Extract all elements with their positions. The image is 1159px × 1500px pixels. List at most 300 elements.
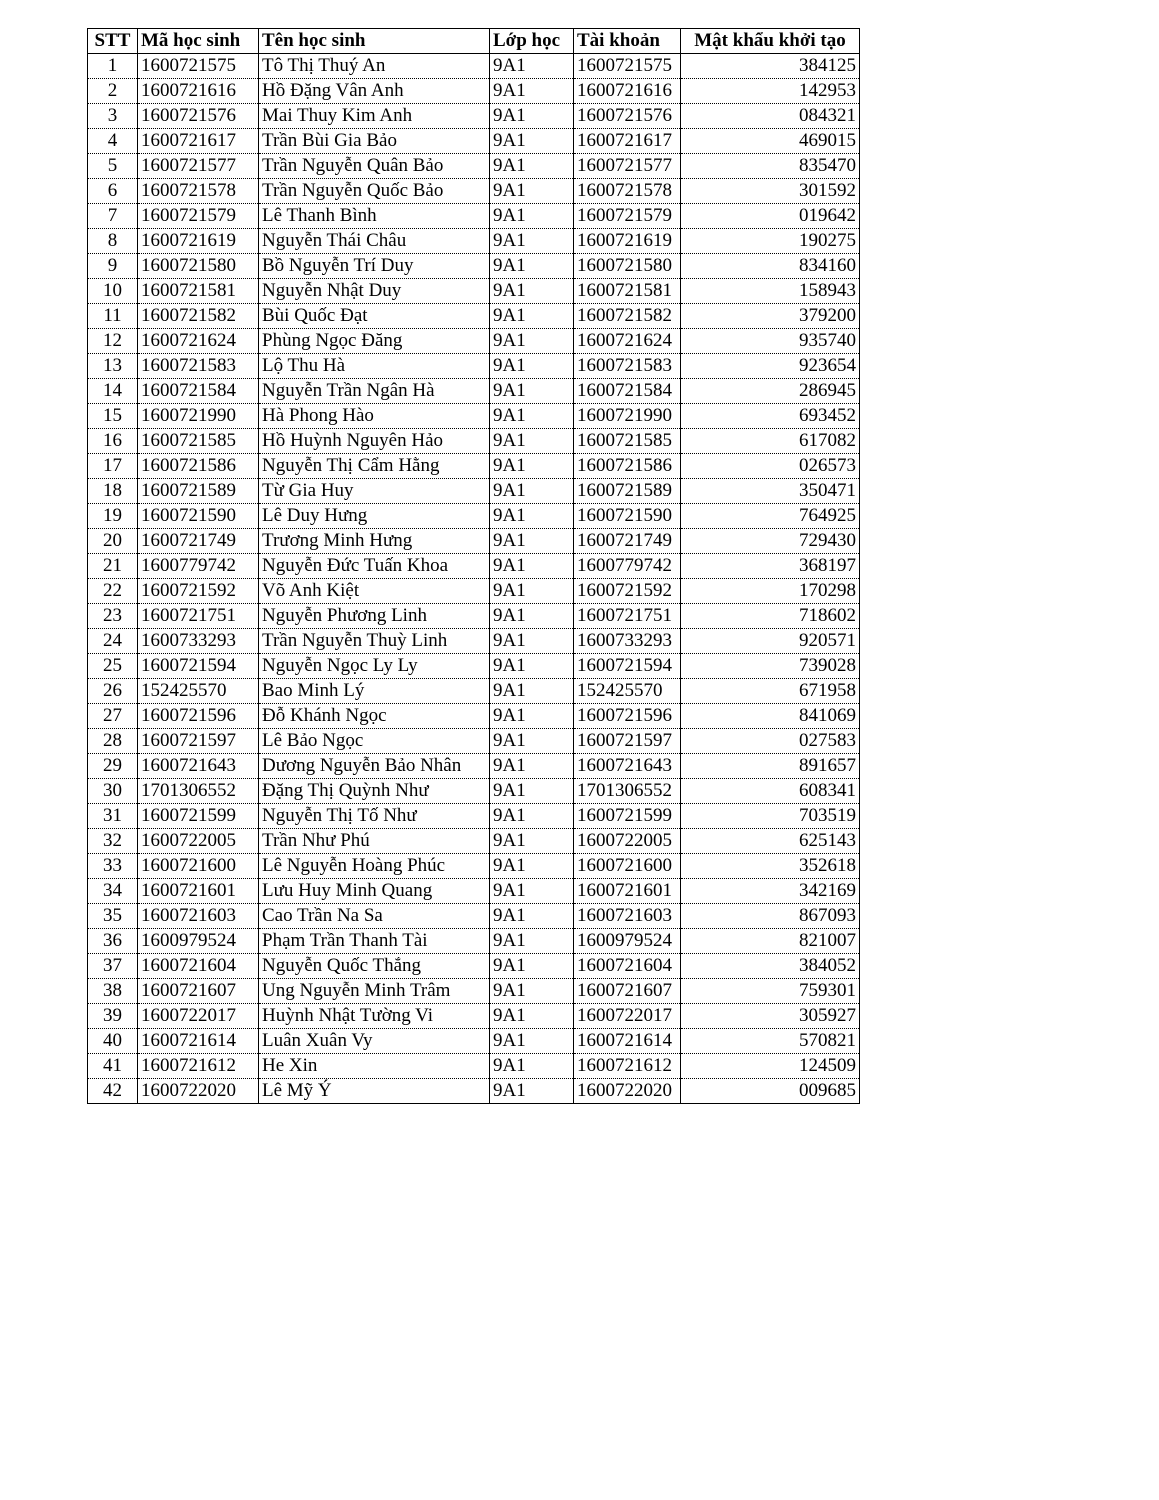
- cell-class: 9A1: [490, 804, 574, 829]
- cell-student-code: 1600721607: [138, 979, 259, 1004]
- cell-class: 9A1: [490, 204, 574, 229]
- cell-student-code: 1600721751: [138, 604, 259, 629]
- cell-student-name: Nguyễn Thị Cẩm Hằng: [259, 454, 490, 479]
- cell-stt: 1: [88, 54, 138, 79]
- cell-student-code: 1600721603: [138, 904, 259, 929]
- student-account-table: [87, 28, 860, 1104]
- cell-stt: 5: [88, 154, 138, 179]
- cell-stt: 2: [88, 79, 138, 104]
- cell-account: 1600721749: [574, 529, 681, 554]
- cell-account: 1600721624: [574, 329, 681, 354]
- table-row: [88, 479, 860, 504]
- cell-stt: 19: [88, 504, 138, 529]
- cell-student-code: 1600721990: [138, 404, 259, 429]
- cell-student-code: 1600721749: [138, 529, 259, 554]
- table-row: [88, 929, 860, 954]
- cell-student-name: Nguyễn Quốc Thắng: [259, 954, 490, 979]
- cell-account: 1600721580: [574, 254, 681, 279]
- table-row: [88, 354, 860, 379]
- table-row: [88, 429, 860, 454]
- cell-stt: 39: [88, 1004, 138, 1029]
- cell-initial-password: 729430: [681, 529, 860, 554]
- cell-student-name: Nguyễn Trần Ngân Hà: [259, 379, 490, 404]
- table-row: [88, 604, 860, 629]
- cell-student-code: 1600721643: [138, 754, 259, 779]
- cell-initial-password: 835470: [681, 154, 860, 179]
- cell-initial-password: 821007: [681, 929, 860, 954]
- cell-student-code: 1600733293: [138, 629, 259, 654]
- table-row: [88, 779, 860, 804]
- cell-account: 1600721596: [574, 704, 681, 729]
- cell-account: 1600721597: [574, 729, 681, 754]
- cell-class: 9A1: [490, 379, 574, 404]
- cell-student-code: 1600721586: [138, 454, 259, 479]
- cell-class: 9A1: [490, 954, 574, 979]
- cell-class: 9A1: [490, 254, 574, 279]
- table-row: [88, 54, 860, 79]
- cell-initial-password: 739028: [681, 654, 860, 679]
- cell-initial-password: 384052: [681, 954, 860, 979]
- cell-stt: 28: [88, 729, 138, 754]
- table-row: [88, 879, 860, 904]
- cell-student-name: Hà Phong Hào: [259, 404, 490, 429]
- cell-account: 1600721603: [574, 904, 681, 929]
- cell-student-code: 1600721583: [138, 354, 259, 379]
- table-row: [88, 754, 860, 779]
- cell-account: 1600721600: [574, 854, 681, 879]
- cell-initial-password: 158943: [681, 279, 860, 304]
- cell-account: 152425570: [574, 679, 681, 704]
- cell-student-code: 1600721590: [138, 504, 259, 529]
- cell-stt: 6: [88, 179, 138, 204]
- table-row: [88, 79, 860, 104]
- cell-initial-password: 368197: [681, 554, 860, 579]
- table-row: [88, 654, 860, 679]
- cell-stt: 32: [88, 829, 138, 854]
- cell-student-code: 1600721619: [138, 229, 259, 254]
- table-row: [88, 379, 860, 404]
- cell-student-code: 1600721604: [138, 954, 259, 979]
- cell-student-name: Trần Nguyễn Quân Bảo: [259, 154, 490, 179]
- cell-stt: 40: [88, 1029, 138, 1054]
- cell-student-name: Bao Minh Lý: [259, 679, 490, 704]
- cell-stt: 16: [88, 429, 138, 454]
- cell-account: 1600721579: [574, 204, 681, 229]
- cell-student-name: Trương Minh Hưng: [259, 529, 490, 554]
- cell-initial-password: 352618: [681, 854, 860, 879]
- cell-student-code: 1600722017: [138, 1004, 259, 1029]
- cell-initial-password: 170298: [681, 579, 860, 604]
- cell-initial-password: 703519: [681, 804, 860, 829]
- table-row: [88, 1079, 860, 1104]
- cell-initial-password: 891657: [681, 754, 860, 779]
- cell-student-name: Hồ Đặng Vân Anh: [259, 79, 490, 104]
- cell-student-name: Lê Mỹ Ý: [259, 1079, 490, 1104]
- cell-account: 1600721585: [574, 429, 681, 454]
- cell-class: 9A1: [490, 704, 574, 729]
- cell-class: 9A1: [490, 754, 574, 779]
- cell-student-name: Lộ Thu Hà: [259, 354, 490, 379]
- cell-class: 9A1: [490, 429, 574, 454]
- cell-student-name: He Xin: [259, 1054, 490, 1079]
- cell-student-code: 1600721599: [138, 804, 259, 829]
- cell-student-name: Tô Thị Thuý An: [259, 54, 490, 79]
- cell-stt: 37: [88, 954, 138, 979]
- table-row: [88, 1054, 860, 1079]
- cell-account: 1600721576: [574, 104, 681, 129]
- cell-student-code: 1600721614: [138, 1029, 259, 1054]
- cell-stt: 3: [88, 104, 138, 129]
- table-row: [88, 454, 860, 479]
- cell-account: 1600721592: [574, 579, 681, 604]
- cell-initial-password: 019642: [681, 204, 860, 229]
- cell-student-code: 1600721577: [138, 154, 259, 179]
- cell-student-code: 1600721597: [138, 729, 259, 754]
- cell-class: 9A1: [490, 54, 574, 79]
- cell-student-name: Huỳnh Nhật Tường Vi: [259, 1004, 490, 1029]
- cell-stt: 11: [88, 304, 138, 329]
- cell-initial-password: 625143: [681, 829, 860, 854]
- cell-student-name: Phùng Ngọc Đăng: [259, 329, 490, 354]
- cell-class: 9A1: [490, 929, 574, 954]
- cell-account: 1600721586: [574, 454, 681, 479]
- header-initial-password: Mật khẩu khởi tạo: [681, 29, 860, 54]
- cell-stt: 18: [88, 479, 138, 504]
- cell-account: 1600721617: [574, 129, 681, 154]
- cell-account: 1600721990: [574, 404, 681, 429]
- cell-initial-password: 342169: [681, 879, 860, 904]
- cell-account: 1600721604: [574, 954, 681, 979]
- cell-student-code: 1600721576: [138, 104, 259, 129]
- table-row: [88, 829, 860, 854]
- cell-class: 9A1: [490, 729, 574, 754]
- header-class: Lớp học: [490, 29, 574, 54]
- cell-class: 9A1: [490, 129, 574, 154]
- table-row: [88, 404, 860, 429]
- cell-initial-password: 027583: [681, 729, 860, 754]
- cell-initial-password: 608341: [681, 779, 860, 804]
- cell-student-name: Bồ Nguyễn Trí Duy: [259, 254, 490, 279]
- cell-class: 9A1: [490, 854, 574, 879]
- cell-account: 1600733293: [574, 629, 681, 654]
- cell-student-name: Trần Nguyễn Quốc Bảo: [259, 179, 490, 204]
- cell-student-code: 1600721580: [138, 254, 259, 279]
- cell-initial-password: 841069: [681, 704, 860, 729]
- cell-student-name: Nguyễn Nhật Duy: [259, 279, 490, 304]
- cell-class: 9A1: [490, 829, 574, 854]
- cell-class: 9A1: [490, 1004, 574, 1029]
- table-row: [88, 129, 860, 154]
- cell-account: 1701306552: [574, 779, 681, 804]
- cell-class: 9A1: [490, 354, 574, 379]
- table-row: [88, 179, 860, 204]
- cell-stt: 15: [88, 404, 138, 429]
- cell-student-name: Lê Thanh Bình: [259, 204, 490, 229]
- cell-class: 9A1: [490, 1029, 574, 1054]
- cell-initial-password: 764925: [681, 504, 860, 529]
- cell-class: 9A1: [490, 179, 574, 204]
- cell-stt: 33: [88, 854, 138, 879]
- cell-class: 9A1: [490, 404, 574, 429]
- cell-class: 9A1: [490, 979, 574, 1004]
- cell-account: 1600721614: [574, 1029, 681, 1054]
- cell-initial-password: 935740: [681, 329, 860, 354]
- header-student-code: Mã học sinh: [138, 29, 259, 54]
- cell-student-name: Trần Nguyễn Thuỳ Linh: [259, 629, 490, 654]
- cell-student-name: Trần Như Phú: [259, 829, 490, 854]
- cell-account: 1600721578: [574, 179, 681, 204]
- cell-student-name: Nguyễn Thái Châu: [259, 229, 490, 254]
- cell-class: 9A1: [490, 304, 574, 329]
- cell-student-name: Dương Nguyễn Bảo Nhân: [259, 754, 490, 779]
- cell-class: 9A1: [490, 779, 574, 804]
- cell-account: 1600721601: [574, 879, 681, 904]
- cell-student-code: 1600979524: [138, 929, 259, 954]
- table-row: [88, 279, 860, 304]
- header-account: Tài khoản: [574, 29, 681, 54]
- cell-class: 9A1: [490, 454, 574, 479]
- table-row: [88, 229, 860, 254]
- cell-initial-password: 286945: [681, 379, 860, 404]
- cell-student-code: 1600721589: [138, 479, 259, 504]
- cell-class: 9A1: [490, 229, 574, 254]
- cell-student-name: Phạm Trần Thanh Tài: [259, 929, 490, 954]
- cell-class: 9A1: [490, 579, 574, 604]
- cell-account: 1600721619: [574, 229, 681, 254]
- cell-stt: 27: [88, 704, 138, 729]
- cell-account: 1600979524: [574, 929, 681, 954]
- cell-student-code: 1600721575: [138, 54, 259, 79]
- cell-student-name: Ung Nguyễn Minh Trâm: [259, 979, 490, 1004]
- cell-student-name: Lê Duy Hưng: [259, 504, 490, 529]
- header-stt: STT: [88, 29, 138, 54]
- cell-student-name: Đỗ Khánh Ngọc: [259, 704, 490, 729]
- cell-initial-password: 379200: [681, 304, 860, 329]
- cell-student-code: 1600721616: [138, 79, 259, 104]
- cell-student-code: 1600722020: [138, 1079, 259, 1104]
- cell-class: 9A1: [490, 679, 574, 704]
- cell-student-name: Nguyễn Đức Tuấn Khoa: [259, 554, 490, 579]
- table-row: [88, 254, 860, 279]
- cell-stt: 23: [88, 604, 138, 629]
- cell-class: 9A1: [490, 554, 574, 579]
- cell-student-name: Lê Nguyễn Hoàng Phúc: [259, 854, 490, 879]
- cell-initial-password: 084321: [681, 104, 860, 129]
- cell-account: 1600722017: [574, 1004, 681, 1029]
- table-row: [88, 579, 860, 604]
- cell-class: 9A1: [490, 104, 574, 129]
- cell-account: 1600779742: [574, 554, 681, 579]
- cell-student-code: 1600721585: [138, 429, 259, 454]
- table-row: [88, 529, 860, 554]
- cell-stt: 21: [88, 554, 138, 579]
- cell-student-name: Cao Trần Na Sa: [259, 904, 490, 929]
- table-row: [88, 729, 860, 754]
- cell-account: 1600721594: [574, 654, 681, 679]
- table-row: [88, 304, 860, 329]
- cell-stt: 20: [88, 529, 138, 554]
- cell-class: 9A1: [490, 1054, 574, 1079]
- cell-stt: 4: [88, 129, 138, 154]
- table-row: [88, 904, 860, 929]
- cell-student-name: Luân Xuân Vy: [259, 1029, 490, 1054]
- cell-account: 1600721616: [574, 79, 681, 104]
- cell-student-name: Đặng Thị Quỳnh Như: [259, 779, 490, 804]
- cell-account: 1600721751: [574, 604, 681, 629]
- cell-initial-password: 718602: [681, 604, 860, 629]
- table-row: [88, 979, 860, 1004]
- cell-stt: 14: [88, 379, 138, 404]
- cell-account: 1600721575: [574, 54, 681, 79]
- cell-stt: 42: [88, 1079, 138, 1104]
- table-row: [88, 104, 860, 129]
- table-row: [88, 854, 860, 879]
- cell-account: 1600721577: [574, 154, 681, 179]
- cell-student-code: 152425570: [138, 679, 259, 704]
- cell-student-code: 1600721612: [138, 1054, 259, 1079]
- cell-stt: 31: [88, 804, 138, 829]
- cell-student-name: Lê Bảo Ngọc: [259, 729, 490, 754]
- cell-account: 1600721590: [574, 504, 681, 529]
- cell-student-code: 1600721578: [138, 179, 259, 204]
- cell-initial-password: 923654: [681, 354, 860, 379]
- cell-stt: 34: [88, 879, 138, 904]
- cell-class: 9A1: [490, 79, 574, 104]
- cell-stt: 30: [88, 779, 138, 804]
- cell-initial-password: 301592: [681, 179, 860, 204]
- cell-initial-password: 305927: [681, 1004, 860, 1029]
- cell-class: 9A1: [490, 654, 574, 679]
- cell-student-code: 1600721601: [138, 879, 259, 904]
- table-row: [88, 804, 860, 829]
- cell-stt: 10: [88, 279, 138, 304]
- cell-class: 9A1: [490, 479, 574, 504]
- cell-student-name: Bùi Quốc Đạt: [259, 304, 490, 329]
- cell-class: 9A1: [490, 879, 574, 904]
- cell-initial-password: 617082: [681, 429, 860, 454]
- cell-initial-password: 920571: [681, 629, 860, 654]
- table-header: [88, 29, 860, 54]
- cell-account: 1600722005: [574, 829, 681, 854]
- cell-stt: 9: [88, 254, 138, 279]
- cell-initial-password: 142953: [681, 79, 860, 104]
- cell-stt: 36: [88, 929, 138, 954]
- cell-account: 1600721612: [574, 1054, 681, 1079]
- cell-student-code: 1701306552: [138, 779, 259, 804]
- table-row: [88, 1029, 860, 1054]
- cell-stt: 35: [88, 904, 138, 929]
- table-row: [88, 154, 860, 179]
- cell-initial-password: 759301: [681, 979, 860, 1004]
- cell-stt: 25: [88, 654, 138, 679]
- cell-student-code: 1600721592: [138, 579, 259, 604]
- cell-stt: 41: [88, 1054, 138, 1079]
- cell-student-name: Từ Gia Huy: [259, 479, 490, 504]
- cell-stt: 29: [88, 754, 138, 779]
- cell-student-name: Nguyễn Phương Linh: [259, 604, 490, 629]
- cell-student-name: Võ Anh Kiệt: [259, 579, 490, 604]
- header-student-name: Tên học sinh: [259, 29, 490, 54]
- cell-initial-password: 124509: [681, 1054, 860, 1079]
- cell-student-code: 1600721579: [138, 204, 259, 229]
- cell-initial-password: 190275: [681, 229, 860, 254]
- cell-class: 9A1: [490, 904, 574, 929]
- cell-student-name: Hồ Huỳnh Nguyên Hảo: [259, 429, 490, 454]
- cell-initial-password: 384125: [681, 54, 860, 79]
- cell-student-name: Trần Bùi Gia Bảo: [259, 129, 490, 154]
- table-row: [88, 554, 860, 579]
- cell-class: 9A1: [490, 504, 574, 529]
- cell-account: 1600721582: [574, 304, 681, 329]
- cell-student-name: Nguyễn Thị Tố Như: [259, 804, 490, 829]
- cell-student-code: 1600721617: [138, 129, 259, 154]
- table-row: [88, 954, 860, 979]
- cell-account: 1600721643: [574, 754, 681, 779]
- cell-initial-password: 469015: [681, 129, 860, 154]
- cell-student-code: 1600721581: [138, 279, 259, 304]
- table-row: [88, 629, 860, 654]
- header-row: [88, 29, 860, 54]
- table-row: [88, 1004, 860, 1029]
- cell-student-name: Lưu Huy Minh Quang: [259, 879, 490, 904]
- cell-initial-password: 867093: [681, 904, 860, 929]
- cell-student-code: 1600721596: [138, 704, 259, 729]
- cell-account: 1600721584: [574, 379, 681, 404]
- cell-account: 1600721599: [574, 804, 681, 829]
- cell-initial-password: 834160: [681, 254, 860, 279]
- cell-stt: 7: [88, 204, 138, 229]
- cell-stt: 8: [88, 229, 138, 254]
- cell-stt: 24: [88, 629, 138, 654]
- cell-account: 1600721583: [574, 354, 681, 379]
- table-row: [88, 504, 860, 529]
- cell-student-name: Nguyễn Ngọc Ly Ly: [259, 654, 490, 679]
- cell-student-code: 1600721584: [138, 379, 259, 404]
- cell-student-code: 1600779742: [138, 554, 259, 579]
- cell-stt: 12: [88, 329, 138, 354]
- cell-class: 9A1: [490, 604, 574, 629]
- cell-stt: 22: [88, 579, 138, 604]
- cell-initial-password: 009685: [681, 1079, 860, 1104]
- cell-class: 9A1: [490, 1079, 574, 1104]
- cell-student-name: Mai Thuy Kim Anh: [259, 104, 490, 129]
- cell-student-code: 1600721624: [138, 329, 259, 354]
- cell-account: 1600721607: [574, 979, 681, 1004]
- cell-class: 9A1: [490, 629, 574, 654]
- cell-class: 9A1: [490, 329, 574, 354]
- cell-class: 9A1: [490, 279, 574, 304]
- cell-class: 9A1: [490, 529, 574, 554]
- table-row: [88, 329, 860, 354]
- cell-initial-password: 570821: [681, 1029, 860, 1054]
- cell-student-code: 1600721600: [138, 854, 259, 879]
- cell-initial-password: 671958: [681, 679, 860, 704]
- cell-student-code: 1600722005: [138, 829, 259, 854]
- cell-account: 1600721589: [574, 479, 681, 504]
- table-row: [88, 679, 860, 704]
- table-body: [88, 54, 860, 1104]
- cell-class: 9A1: [490, 154, 574, 179]
- cell-initial-password: 026573: [681, 454, 860, 479]
- cell-student-code: 1600721582: [138, 304, 259, 329]
- cell-initial-password: 693452: [681, 404, 860, 429]
- cell-stt: 13: [88, 354, 138, 379]
- cell-stt: 26: [88, 679, 138, 704]
- cell-initial-password: 350471: [681, 479, 860, 504]
- cell-account: 1600722020: [574, 1079, 681, 1104]
- cell-student-code: 1600721594: [138, 654, 259, 679]
- cell-account: 1600721581: [574, 279, 681, 304]
